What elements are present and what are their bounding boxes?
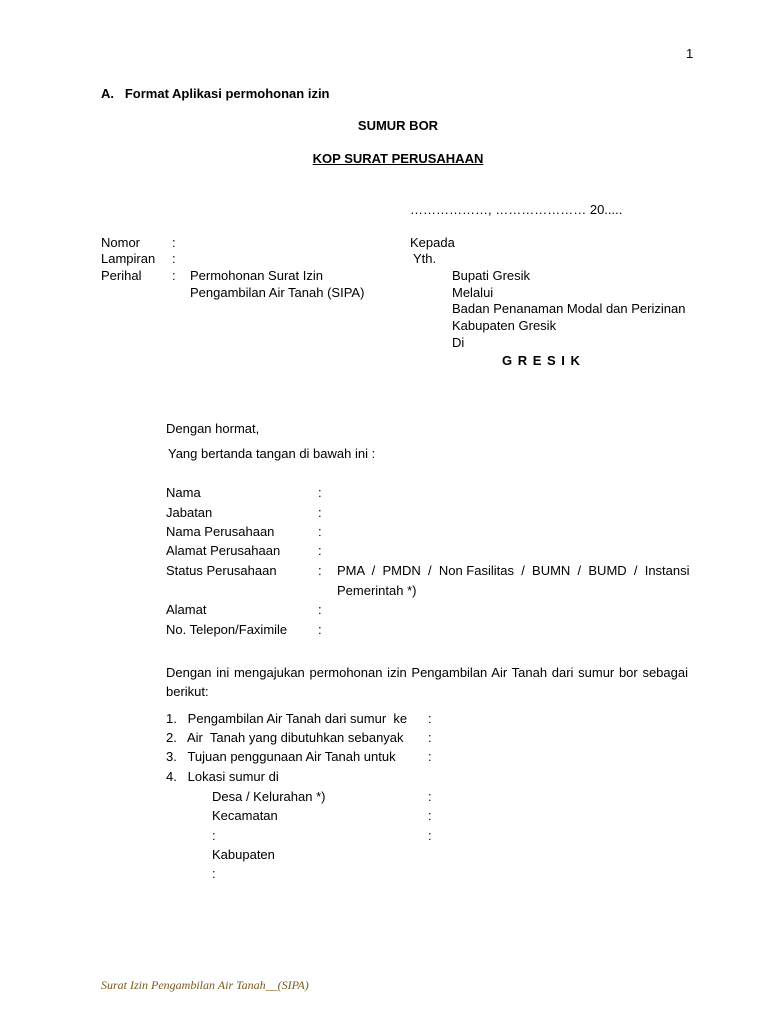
heading-kop-surat: KOP SURAT PERUSAHAAN [312,151,484,166]
request-paragraph-line2: berikut: [166,684,209,699]
item-desa-label: Desa / Kelurahan *) [212,789,326,804]
nomor-label: Nomor [101,235,141,250]
item-kecamatan-colon: : [428,808,432,823]
item-kecamatan-label: Kecamatan [212,808,278,823]
field-jabatan-colon: : [318,505,322,520]
perihal-colon: : [172,268,176,283]
intro: Yang bertanda tangan di bawah ini : [168,446,376,461]
field-status-value-line1: PMA / PMDN / Non Fasilitas / BUMN / BUMD / Instansi [337,563,690,578]
field-status-value-line2: Pemerintah *) [337,583,417,598]
footer-text: Surat Izin Pengambilan Air Tanah__(SIPA) [101,978,309,992]
field-alamat-perusahaan-colon: : [318,543,322,558]
item-desa-colon: : [428,789,432,804]
item-extra-colon-right: : [428,828,432,843]
field-status-perusahaan-colon: : [318,563,322,578]
item-extra-colon-left: : [212,828,216,843]
item-kabupaten-colon: : [212,866,216,881]
field-nama-perusahaan-label: Nama Perusahaan [166,524,275,539]
item-1: 1. Pengambilan Air Tanah dari sumur ke [166,711,408,726]
perihal-line1: Permohonan Surat Izin [190,268,323,283]
recipient-line4: Kabupaten Gresik [452,318,557,333]
salutation: Dengan hormat, [166,421,260,436]
field-nama-perusahaan-colon: : [318,524,322,539]
field-alamat-label: Alamat [166,602,207,617]
item-3-colon: : [428,749,432,764]
item-kabupaten-label: Kabupaten [212,847,275,862]
field-nama-label: Nama [166,485,201,500]
request-paragraph-line1: Dengan ini mengajukan permohonan izin Pengambilan Air Tanah dari sumur bor sebagai [166,665,688,680]
perihal-label: Perihal [101,268,142,283]
item-3: 3. Tujuan penggunaan Air Tanah untuk [166,749,396,764]
recipient-yth: Yth. [413,251,437,266]
field-status-perusahaan-label: Status Perusahaan [166,563,277,578]
lampiran-label: Lampiran [101,251,156,266]
item-4: 4. Lokasi sumur di [166,769,279,784]
field-alamat-colon: : [318,602,322,617]
recipient-kepada: Kepada [410,235,455,250]
lampiran-colon: : [172,251,176,266]
perihal-line2: Pengambilan Air Tanah (SIPA) [190,285,365,300]
page-number: 1 [686,46,694,61]
item-2-colon: : [428,730,432,745]
item-1-colon: : [428,711,432,726]
heading-sumur-bor: SUMUR BOR [357,118,439,133]
field-telepon-colon: : [318,622,322,637]
field-telepon-label: No. Telepon/Faximile [166,622,288,637]
nomor-colon: : [172,235,176,250]
field-jabatan-label: Jabatan [166,505,213,520]
recipient-line2: Melalui [452,285,494,300]
recipient-line3: Badan Penanaman Modal dan Perizinan [452,301,686,316]
field-alamat-perusahaan-label: Alamat Perusahaan [166,543,281,558]
recipient-line5: Di [452,335,465,350]
recipient-city: G R E S I K [502,353,581,368]
field-nama-colon: : [318,485,322,500]
item-2: 2. Air Tanah yang dibutuhkan sebanyak [166,730,404,745]
section-title: A. Format Aplikasi permohonan izin [101,86,330,101]
date-line: ………………, ………………… 20..... [410,202,623,217]
recipient-line1: Bupati Gresik [452,268,531,283]
